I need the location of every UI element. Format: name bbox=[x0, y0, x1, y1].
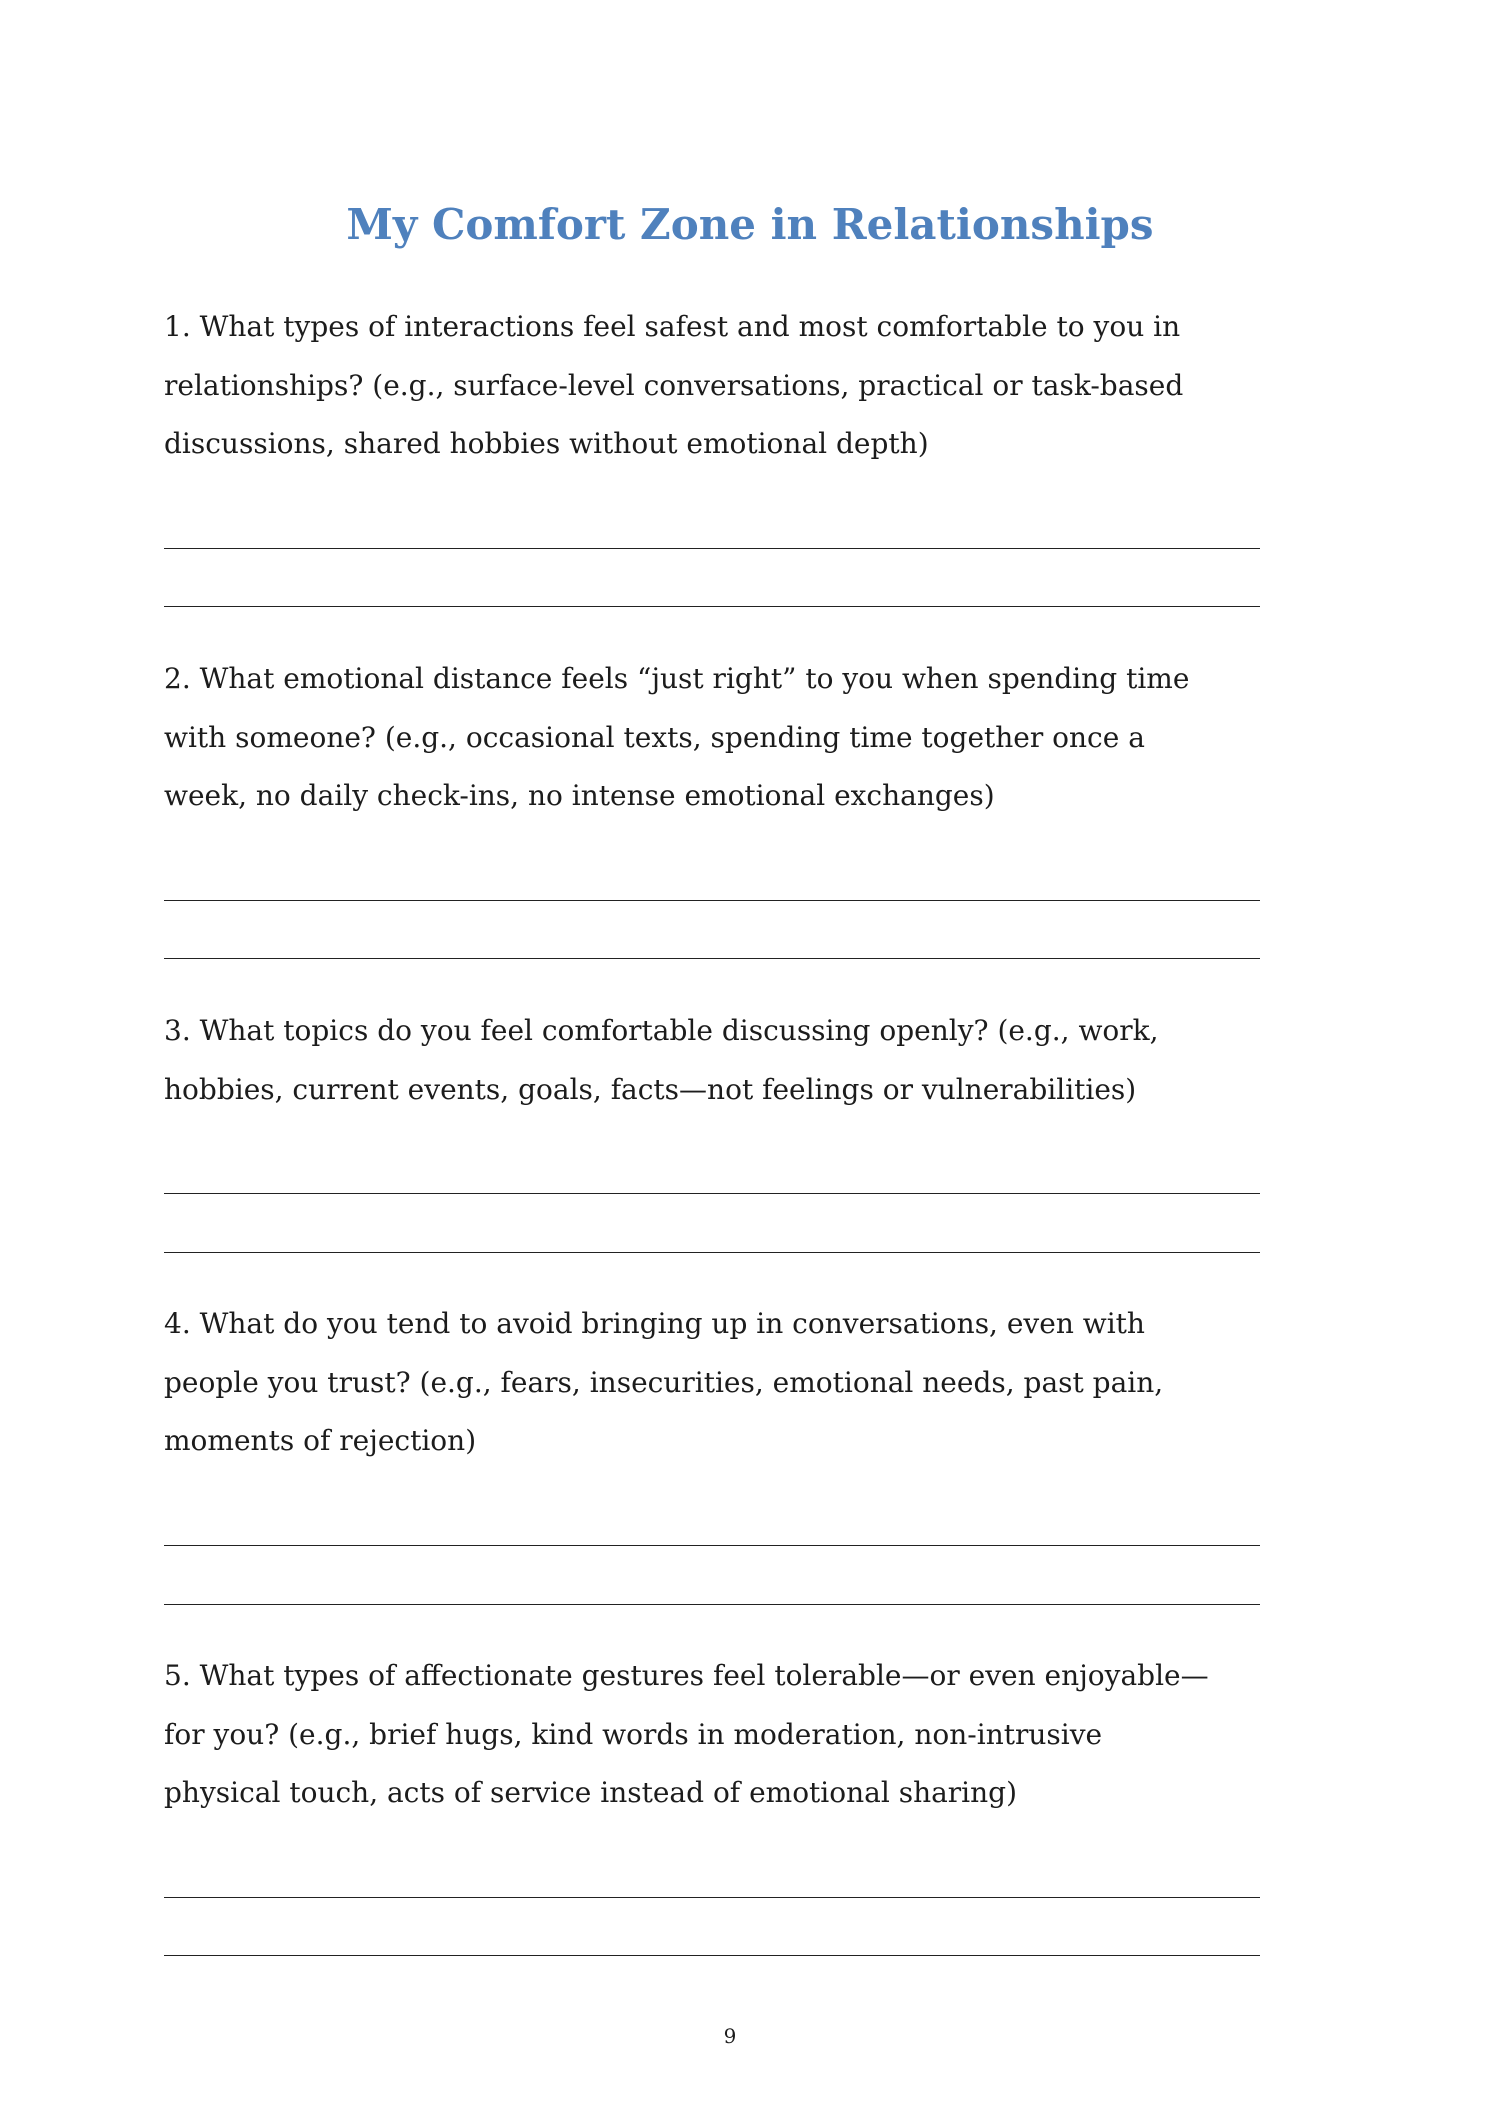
question-line: for you? (e.g., brief hugs, kind words in moderation, non-intrusive bbox=[164, 1717, 1103, 1751]
question-text bbox=[164, 1002, 1260, 1119]
answer-line bbox=[164, 606, 1260, 607]
question-list bbox=[164, 298, 1260, 1956]
question-line: week, no daily check-ins, no intense emotional exchanges) bbox=[164, 779, 995, 813]
question-line: 2. What emotional distance feels “just right” to you when spending time bbox=[164, 661, 1190, 695]
question-4 bbox=[164, 1295, 1260, 1604]
answer-line bbox=[164, 958, 1260, 959]
question-line: physical touch, acts of service instead of emotional sharing) bbox=[164, 1776, 1018, 1810]
question-2 bbox=[164, 650, 1260, 959]
question-line: 5. What types of affectionate gestures feel tolerable—or even enjoyable— bbox=[164, 1659, 1209, 1693]
question-line: hobbies, current events, goals, facts—not feelings or vulnerabilities) bbox=[164, 1072, 1137, 1106]
answer-line bbox=[164, 900, 1260, 901]
question-line: relationships? (e.g., surface-level conversations, practical or task-based bbox=[164, 368, 1184, 402]
question-line: 1. What types of interactions feel safest and most comfortable to you in bbox=[164, 310, 1181, 343]
page-number: 9 bbox=[723, 2024, 737, 2048]
answer-line bbox=[164, 1545, 1260, 1546]
answer-line bbox=[164, 1252, 1260, 1253]
question-line: moments of rejection) bbox=[164, 1424, 477, 1458]
question-text bbox=[164, 650, 1260, 826]
question-line: 4. What do you tend to avoid bringing up in conversations, even with bbox=[164, 1307, 1145, 1341]
question-5 bbox=[164, 1647, 1260, 1956]
answer-line bbox=[164, 1955, 1260, 1956]
answer-line bbox=[164, 548, 1260, 549]
answer-line bbox=[164, 1897, 1260, 1898]
question-text bbox=[164, 298, 1260, 474]
question-3 bbox=[164, 1002, 1260, 1253]
question-1 bbox=[164, 298, 1260, 607]
answer-line bbox=[164, 1604, 1260, 1605]
question-line: with someone? (e.g., occasional texts, spending time together once a bbox=[164, 720, 1145, 754]
question-text bbox=[164, 1295, 1260, 1471]
page-title: My Comfort Zone in Relationships bbox=[346, 200, 1154, 249]
question-line: discussions, shared hobbies without emotional depth) bbox=[164, 427, 929, 461]
question-text bbox=[164, 1647, 1260, 1823]
answer-line bbox=[164, 1193, 1260, 1194]
question-line: 3. What topics do you feel comfortable discussing openly? (e.g., work, bbox=[164, 1013, 1159, 1047]
question-line: people you trust? (e.g., fears, insecurities, emotional needs, past pain, bbox=[164, 1365, 1164, 1399]
